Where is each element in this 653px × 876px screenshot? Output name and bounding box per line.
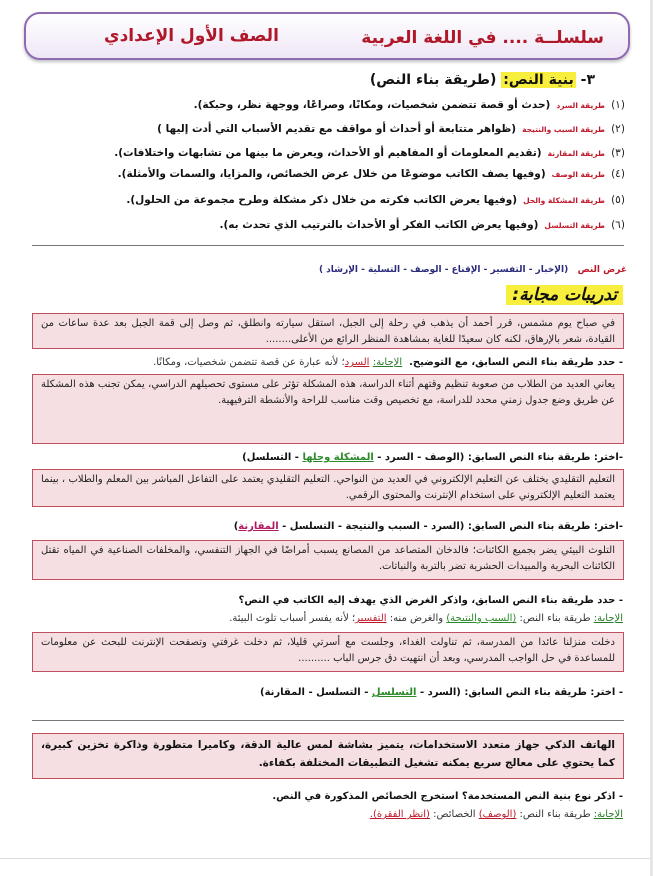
question-4 [27, 594, 623, 608]
question-1 [27, 356, 623, 370]
section-title-rest: (طريقة بناء النص) [369, 72, 502, 88]
type-number: (٣) [611, 147, 625, 159]
type-text: (وفيها يعرض الكاتب فكرته من خلال ذكر مشكلة وطرح مجموعة من الحلول). [126, 194, 518, 206]
exercise-text-5: دخلت منزلنا عائدا من المدرسة، ثم تناولت الغداء، وجلست مع أسرتي قليلا، ثم دخلت غرفتي وتصفحت الإنترنت للبحث عن معلومات للمساعدة في حل الواجب المدرسي، وبعد أن انتهيت دق جرس الباب .......... [32, 632, 624, 672]
question-text: - اذكر نوع بنية النص المستخدمة؟ استخرج الخصائص المذكورة في النص. [272, 791, 623, 802]
type-text: (تقديم المعلومات أو المفاهيم أو الأحداث، ويعرض ما بينها من تشابهات واختلافات). [114, 147, 542, 159]
answer-choice: المشكلة وحلها [302, 452, 374, 463]
answer-choice: التسلسل [371, 687, 417, 698]
bottom-edge [0, 858, 653, 859]
exercise-text-1: في صباح يوم مشمس، قرر أحمد أن يذهب في رحلة إلى الجبل، استقل سيارته وانطلق، ثم وصل إلى قمة الجبل بعد عدة ساعات من القيادة، شعر بالإرهاق، لكنه كان سعيدًا للغاية بمشاهدة المنظر الرائع من الأعلى........ [32, 313, 624, 349]
section-number: ٣- [575, 72, 595, 88]
question-5 [27, 686, 623, 700]
answer-prefix: طريقة بناء النص: [516, 809, 594, 820]
answer-4 [27, 612, 623, 626]
exercise-text-2: يعاني العديد من الطلاب من صعوبة تنظيم وقتهم أثناء الدراسة، هذه المشكلة تؤثر على مستوى تحصيلهم الدراسي، يمكن تجنب هذه المشكلة عن طريق وضع جدول زمني محدد للدراسة، مع تخصيص وقت مناسب للراحة والأنشطة الترفيهية. [32, 374, 624, 444]
type-number: (١) [611, 99, 625, 111]
divider [32, 720, 624, 721]
exercise-text-3: التعليم التقليدي يختلف عن التعليم الإلكتروني في العديد من النواحي. التعليم التقليدي يعتمد على التفاعل المباشر بين المعلم والطلاب ، بينما يعتمد التعليم الإلكتروني على استخدام الإنترنت والمحتوى الرقمي. [32, 469, 624, 507]
answer-key: السرد [344, 357, 370, 368]
type-tag: طريقة الوصف [551, 170, 605, 179]
question-text: - اختر: طريقة بناء النص السابق: (السرد - [416, 687, 623, 698]
exercise-text-6: الهاتف الذكي جهاز متعدد الاستخدامات، يتميز بشاشة لمس عالية الدقة، وكاميرا متطورة وذاكرة تخزين كبيرة، كما يحتوي على معالج سريع يمكنه تشغيل التطبيقات المختلفة بكفاءة. [32, 733, 624, 779]
paragraph-type-2 [21, 122, 631, 137]
question-rest: ) [233, 521, 239, 532]
type-tag: طريقة السرد [556, 101, 605, 110]
question-text: -اختر: طريقة بناء النص السابق: (الوصف - السرد - [373, 452, 623, 463]
answer-mid: الخصائص: [429, 809, 479, 820]
type-number: (٤) [611, 168, 625, 180]
purposes-label: غرض النص [577, 265, 627, 275]
section-title-highlight: بنية النص: [503, 72, 574, 88]
answer-mid: والغرض منه: [386, 613, 447, 624]
answer-method: (الوصف) [478, 809, 517, 820]
type-tag: طريقة المقارنة [547, 149, 605, 158]
divider [32, 245, 624, 246]
section-title [370, 72, 595, 88]
paragraph-type-3 [21, 146, 631, 161]
answer-label: الإجابة: [372, 357, 403, 368]
question-rest: - التسلسل) [242, 452, 303, 463]
question-rest: - التسلسل - المقارنة) [260, 687, 372, 698]
grade-title: الصف الأول الإعدادي [104, 26, 279, 46]
answer-properties: (انظر الفقرة). [369, 809, 430, 820]
purposes-list: (الإخبار - التفسير - الإقناع - الوصف - التسلية - الإرشاد ) [318, 265, 569, 275]
answer-6 [27, 808, 623, 822]
question-text: - حدد طريقة بناء النص السابق، واذكر الغرض الذي يهدف إليه الكاتب في النص؟ [238, 595, 623, 606]
question-text: - حدد طريقة بناء النص السابق، مع التوضيح. [409, 357, 623, 368]
paragraph-type-6 [21, 218, 631, 233]
type-text: (حدث أو قصة تتضمن شخصيات، ومكانًا، وصراعًا، ووجهة نظر، وحبكة). [193, 99, 551, 111]
answer-method: (السبب والنتيجة) [446, 613, 517, 624]
question-6 [27, 790, 623, 804]
type-number: (٢) [611, 123, 625, 135]
type-tag: طريقة التسلسل [544, 221, 605, 230]
type-number: (٥) [611, 194, 625, 206]
type-tag: طريقة المشكلة والحل [523, 196, 605, 205]
answer-label: الإجابة: [593, 613, 623, 624]
answer-choice: المقارنة [238, 521, 279, 532]
question-2 [27, 451, 623, 465]
paragraph-type-5 [21, 193, 631, 208]
answer-prefix: طريقة بناء النص: [516, 613, 594, 624]
drills-title: تدريبات مجابة: [506, 285, 623, 305]
type-text: (وفيها يعرض الكاتب الفكر أو الأحداث بالترتيب الذي تحدث به). [219, 219, 539, 231]
paragraph-type-1 [21, 98, 631, 113]
header-banner [24, 12, 630, 60]
series-title: سلسلــة .... في اللغة العربية [361, 28, 604, 48]
question-text: -اختر: طريقة بناء النص السابق: (السرد - السبب والنتيجة - التسلسل - [278, 521, 623, 532]
type-text: (وفيها يصف الكاتب موضوعًا من خلال عرض الخصائص، والمزايا، والسمات والأمثلة). [117, 168, 546, 180]
type-tag: طريقة السبب والنتيجة [522, 125, 605, 134]
exercise-text-4: التلوث البيئي يضر بجميع الكائنات؛ فالدخان المتصاعد من المصانع يسبب أمراضًا في الجهاز التنفسي، والمخلفات الصناعية في المياه تقتل الكائنات البحرية والمبيدات الحشرية تضر بالتربة والنباتات. [32, 540, 624, 580]
answer-rest: ؛ لأنه يفسر أسباب تلوث البيئة. [229, 613, 356, 624]
answer-rest: ؛ لأنه عبارة عن قصة تتضمن شخصيات، ومكانًا. [153, 357, 345, 368]
answer-label: الإجابة: [593, 809, 623, 820]
text-purposes [319, 265, 627, 275]
answer-purpose: التفسير [355, 613, 387, 624]
paragraph-type-4 [21, 167, 631, 182]
type-number: (٦) [611, 219, 625, 231]
type-text: (ظواهر متتابعة أو أحداث أو مواقف مع تقديم الأسباب التي أدت إليها ) [157, 123, 517, 135]
question-3 [27, 520, 623, 534]
